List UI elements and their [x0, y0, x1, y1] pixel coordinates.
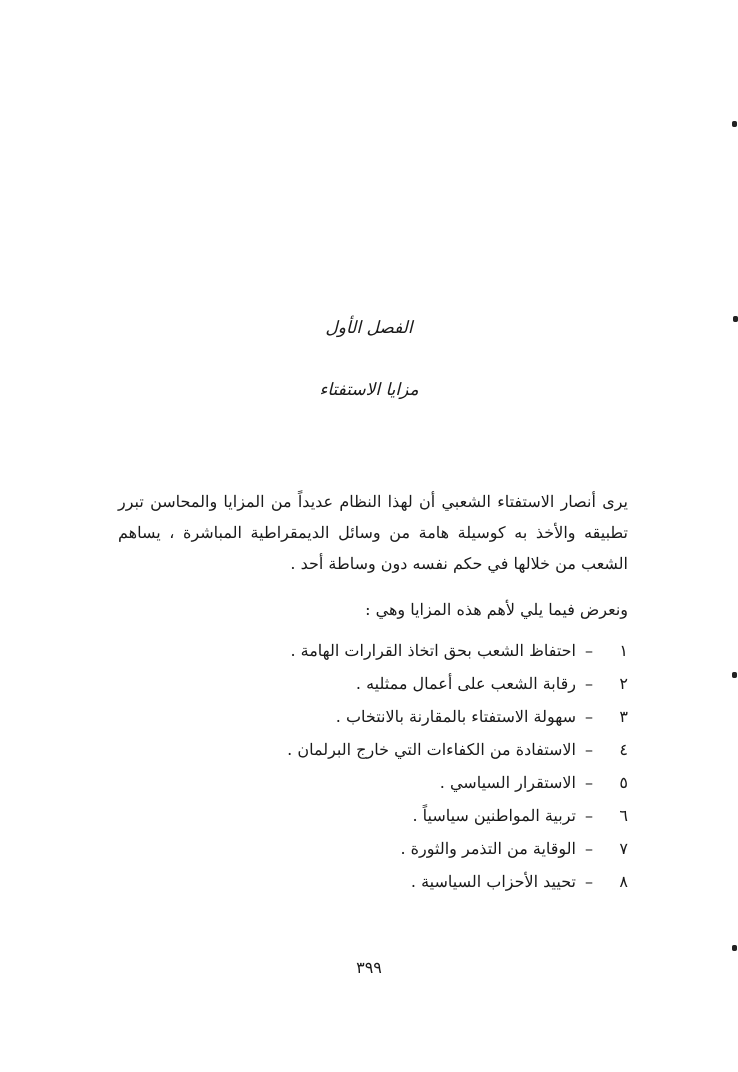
advantages-list [108, 634, 628, 898]
list-item-number: ٤ [619, 740, 628, 759]
list-item-number: ٨ [619, 872, 628, 891]
chapter-label: الفصل الأول [325, 318, 413, 338]
list-item-text: تربية المواطنين سياسياً . [412, 806, 576, 825]
list-item-number: ٧ [619, 839, 628, 858]
list-item [108, 766, 628, 799]
list-item-text: رقابة الشعب على أعمال ممثليه . [355, 674, 576, 693]
list-item-text: الاستفادة من الكفاءات التي خارج البرلمان . [287, 740, 576, 759]
dash: – [585, 740, 593, 759]
dash: – [585, 674, 593, 693]
list-item [108, 634, 628, 667]
dash: – [585, 872, 593, 891]
binding-hole-mark [732, 121, 737, 127]
dash: – [585, 806, 593, 825]
list-item-text: الاستقرار السياسي . [439, 773, 576, 792]
intro-paragraph: يرى أنصار الاستفتاء الشعبي أن لهذا النظام عديداً من المزايا والمحاسن تبرر تطبيقه والأخذ به كوسيلة هامة من وسائل الديمقراطية المباشرة ، يساهم الشعب من خلالها في حكم نفسه دون وساطة أحد . [118, 492, 628, 573]
list-item-number: ١ [619, 641, 628, 660]
binding-hole-mark [732, 945, 737, 951]
list-item [108, 700, 628, 733]
list-item-number: ٢ [619, 674, 628, 693]
list-item [108, 799, 628, 832]
list-item-text: الوقاية من التذمر والثورة . [400, 839, 576, 858]
dash: – [585, 707, 593, 726]
list-item-number: ٣ [619, 707, 628, 726]
list-item [108, 865, 628, 898]
list-item-text: سهولة الاستفتاء بالمقارنة بالانتخاب . [335, 707, 576, 726]
binding-hole-mark [732, 672, 737, 678]
list-item [108, 667, 628, 700]
list-item-number: ٥ [619, 773, 628, 792]
list-item-number: ٦ [619, 806, 628, 825]
dash: – [585, 773, 593, 792]
page-number: ٣٩٩ [356, 958, 382, 977]
dash: – [585, 641, 593, 660]
chapter-title: مزايا الاستفتاء [319, 380, 419, 400]
list-item [108, 832, 628, 865]
dash: – [585, 839, 593, 858]
binding-hole-mark [733, 316, 738, 322]
list-item-text: احتفاظ الشعب بحق اتخاذ القرارات الهامة . [290, 641, 576, 660]
list-item-text: تحييد الأحزاب السياسية . [410, 872, 576, 891]
list-item [108, 733, 628, 766]
list-lead-sentence: ونعرض فيما يلي لأهم هذه المزايا وهي : [365, 600, 628, 619]
